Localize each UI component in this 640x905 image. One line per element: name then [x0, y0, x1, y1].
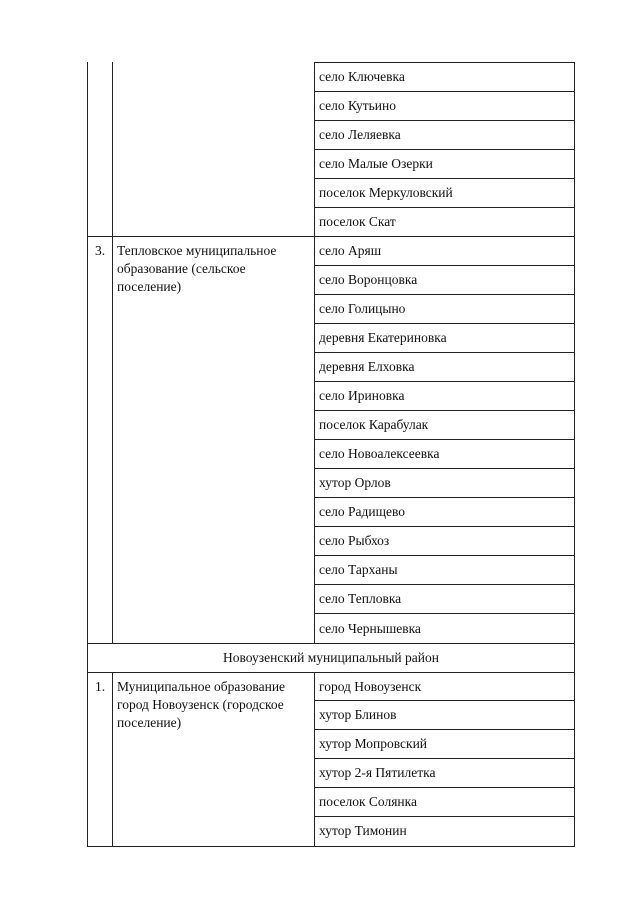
row-line — [314, 584, 575, 585]
district-row-top — [87, 643, 575, 644]
settlement-cell: село Новоалексеевка — [319, 446, 440, 461]
row-line — [314, 729, 575, 730]
settlement-cell: село Леляевка — [319, 127, 401, 142]
settlement-cell: поселок Скат — [319, 214, 396, 229]
row-line — [314, 613, 575, 614]
settlement-cell: город Новоузенск — [319, 679, 422, 694]
settlement-cell: хутор Мопровский — [319, 736, 428, 751]
row-line — [314, 381, 575, 382]
table-column-divider-num-2 — [112, 672, 113, 847]
district-header: Новоузенский муниципальный район — [223, 650, 439, 665]
row-line — [314, 555, 575, 556]
district-row-bottom — [87, 672, 575, 673]
settlement-cell: хутор 2-я Пятилетка — [319, 765, 436, 780]
municipality-name: Муниципальное образование город Новоузенск (городское поселение) — [117, 679, 286, 730]
row-line — [314, 265, 575, 266]
row-line — [314, 323, 575, 324]
settlement-cell: поселок Солянка — [319, 794, 417, 809]
settlement-cell: хутор Тимонин — [319, 823, 407, 838]
row-line — [314, 497, 575, 498]
row-line — [314, 758, 575, 759]
settlement-cell: деревня Елховка — [319, 359, 415, 374]
table-border-bottom — [87, 846, 575, 847]
settlement-cell: хутор Орлов — [319, 475, 391, 490]
settlement-cell: село Голицыно — [319, 301, 406, 316]
row-line — [314, 207, 575, 208]
settlement-cell: село Ириновка — [319, 388, 405, 403]
table-border-left — [87, 62, 88, 847]
table-column-divider-muni-2 — [314, 672, 315, 847]
row-line — [314, 816, 575, 817]
settlement-cell: село Малые Озерки — [319, 156, 433, 171]
row-number: 1. — [94, 679, 106, 694]
settlement-cell: деревня Екатериновка — [319, 330, 447, 345]
settlement-cell: село Ключевка — [319, 69, 405, 84]
settlement-cell: село Радищево — [319, 504, 406, 519]
settlement-cell: село Чернышевка — [319, 621, 421, 636]
settlement-cell: село Рыбхоз — [319, 533, 390, 548]
row-line — [314, 120, 575, 121]
row-line — [314, 149, 575, 150]
row-line — [314, 410, 575, 411]
row-line — [314, 439, 575, 440]
settlement-cell: село Кутьино — [319, 98, 397, 113]
settlement-cell: село Аряш — [319, 243, 382, 258]
settlement-cell: поселок Карабулак — [319, 417, 429, 432]
settlement-cell: поселок Меркуловский — [319, 185, 453, 200]
row-number: 3. — [94, 243, 106, 258]
row-line — [314, 526, 575, 527]
settlement-cell: село Тарханы — [319, 562, 398, 577]
settlement-cell: село Тепловка — [319, 591, 402, 606]
table-column-divider-num — [112, 62, 113, 643]
row-line — [314, 787, 575, 788]
row-line — [314, 294, 575, 295]
settlement-cell: хутор Блинов — [319, 707, 397, 722]
municipality-name: Тепловское муниципальное образование (сельское поселение) — [117, 243, 277, 294]
row-line — [314, 91, 575, 92]
row-line — [314, 62, 575, 63]
row-line-full — [87, 236, 575, 237]
settlement-cell: село Воронцовка — [319, 272, 418, 287]
row-line — [314, 700, 575, 701]
row-line — [314, 352, 575, 353]
row-line — [314, 468, 575, 469]
row-line — [314, 178, 575, 179]
